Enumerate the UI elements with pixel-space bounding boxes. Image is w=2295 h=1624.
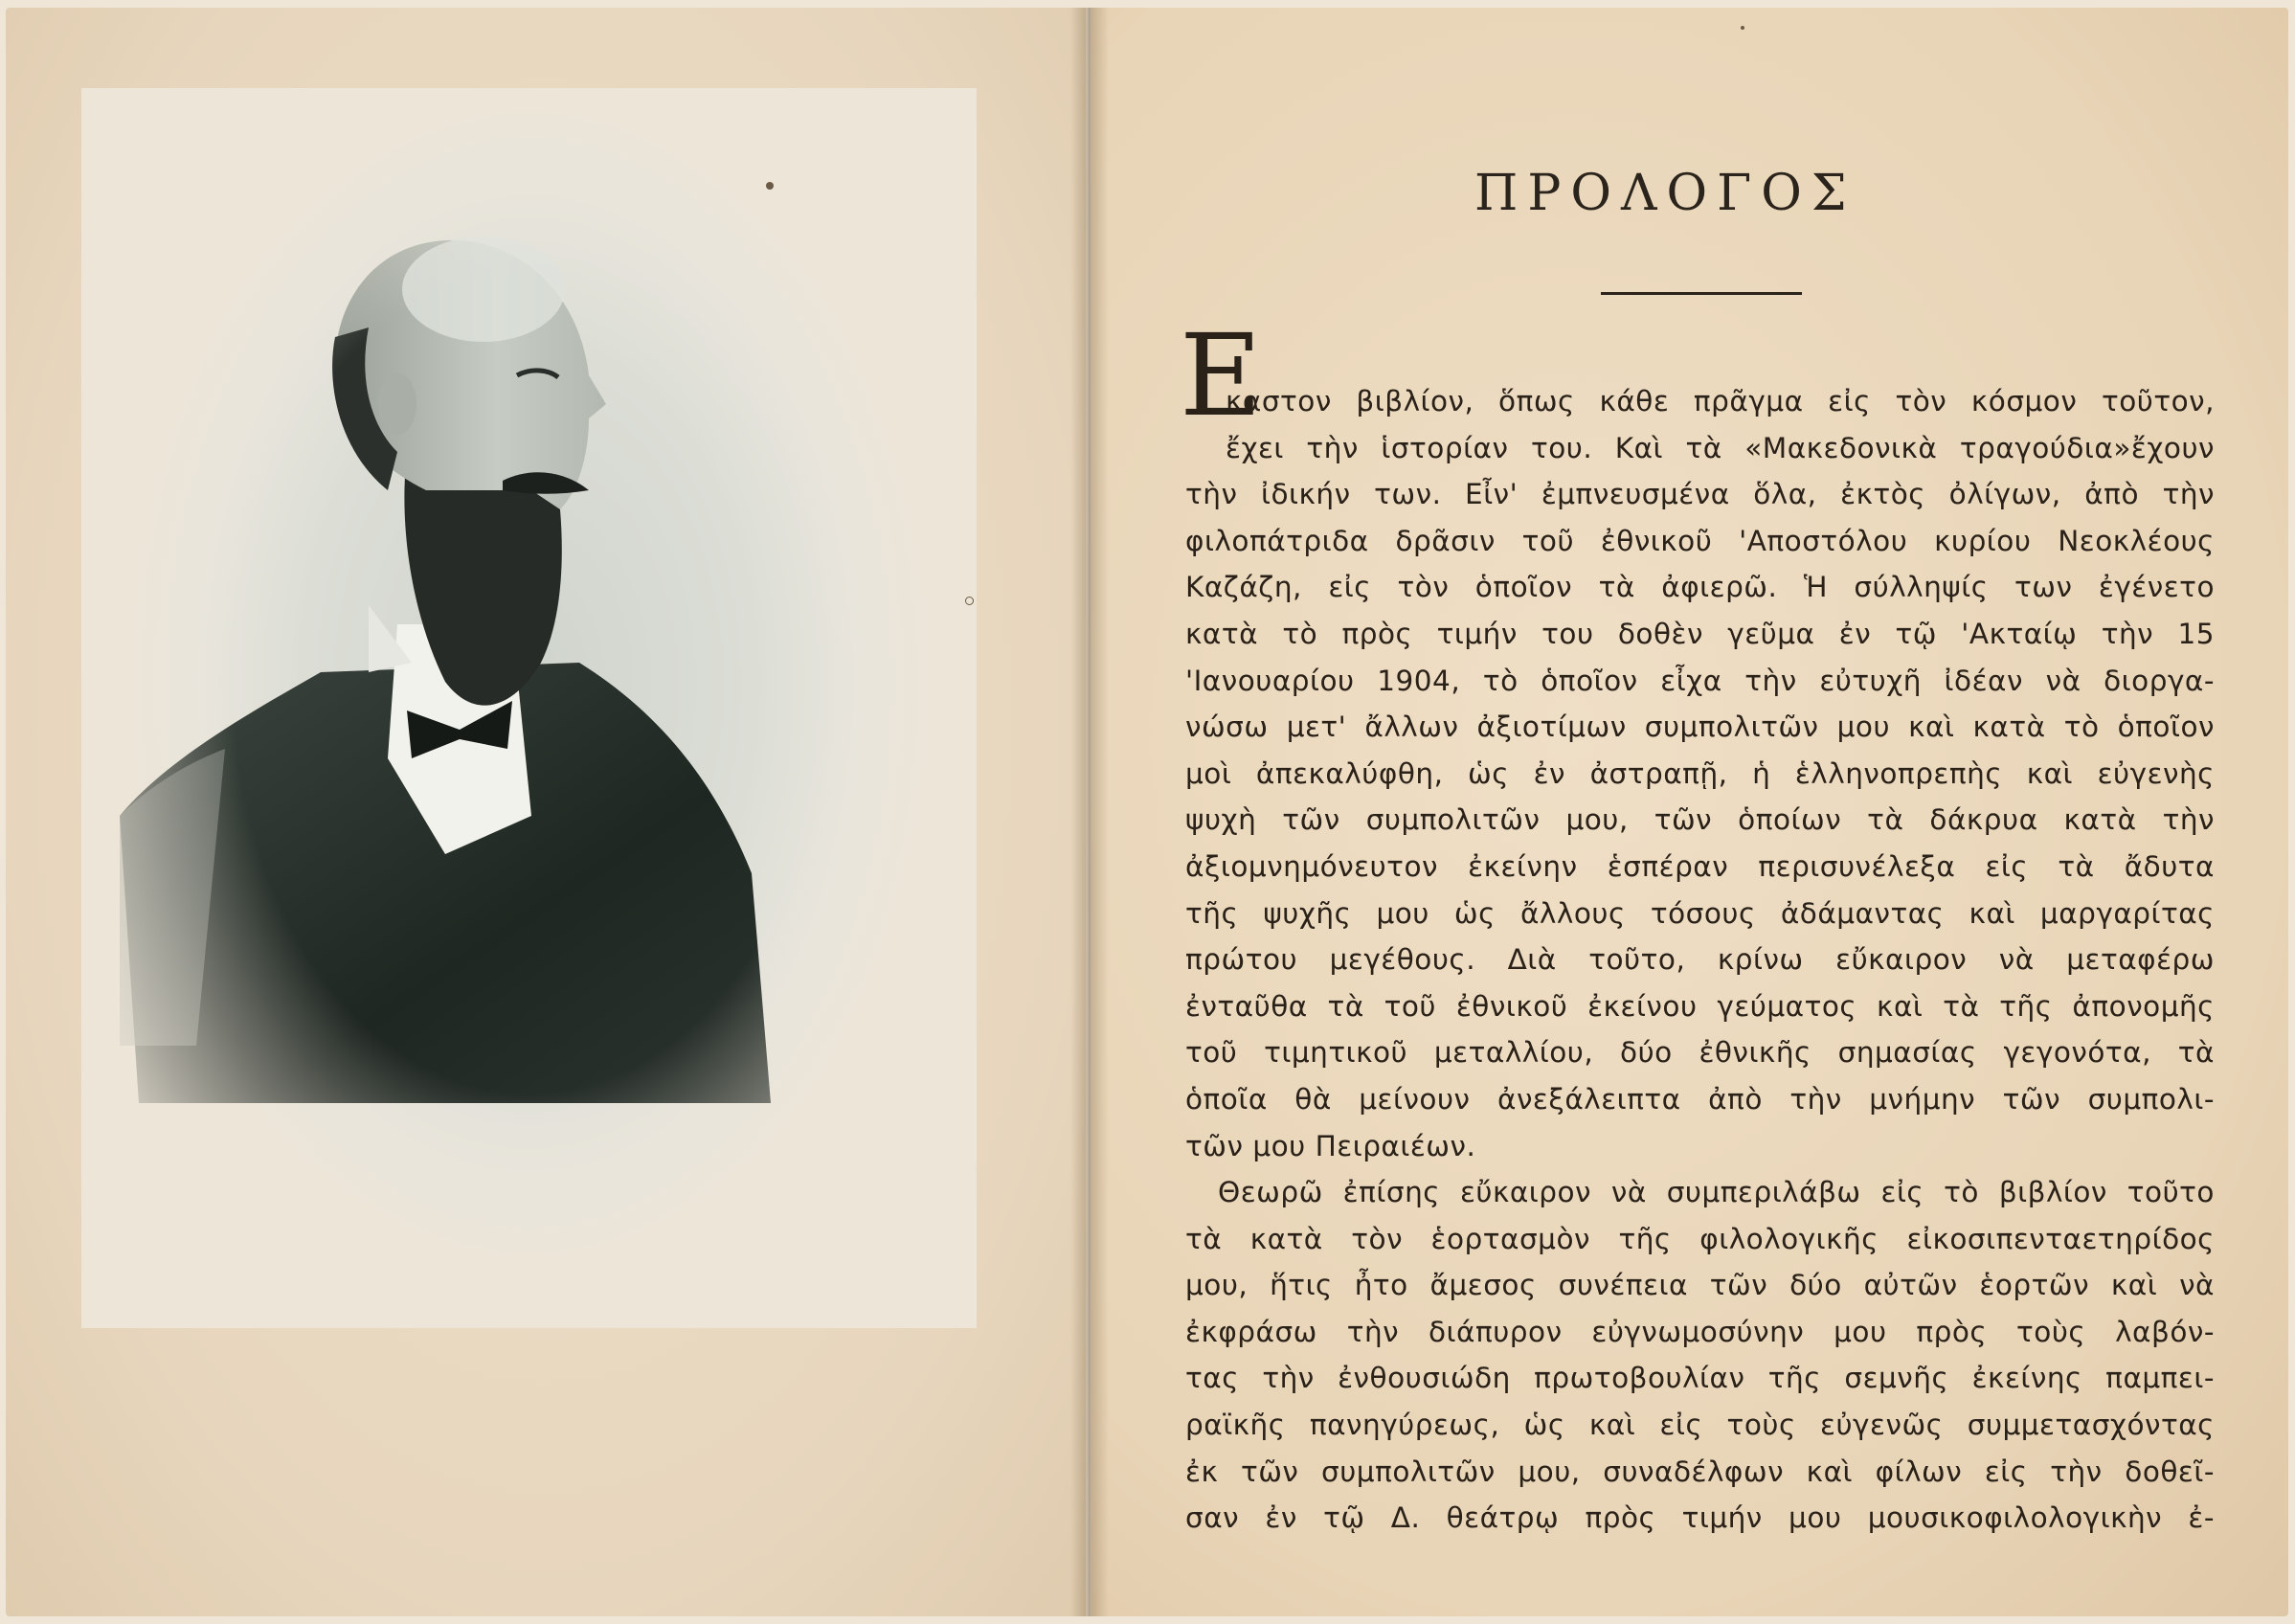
- text-line: κατὰ τὸ πρὸς τιμήν του δοθὲν γεῦμα ἐν τῷ 'Ακταίῳ τὴν 15: [1185, 617, 2215, 650]
- paper-speck: [766, 182, 774, 190]
- text-line: τας τὴν ἐνθουσιώδη πρωτοβουλίαν τῆς σεμνῆς ἐκείνης παμπει-: [1185, 1362, 2215, 1395]
- text-line: τῶν μου Πειραιέων.: [1185, 1129, 1476, 1162]
- title-divider: [1601, 292, 1802, 295]
- text-line: ἔχει τὴν ἱστορίαν του. Καὶ τὰ «Μακεδονικὰ τραγούδια»ἔχουν: [1226, 431, 2215, 464]
- paper-speck: [965, 597, 974, 605]
- book-gutter: [1070, 8, 1109, 1616]
- text-line: μου, ἥτις ἦτο ἄμεσος συνέπεια τῶν δύο αὐτῶν ἑορτῶν καὶ νὰ: [1185, 1269, 2215, 1302]
- text-line: νώσω μετ' ἄλλων ἀξιοτίμων συμπολιτῶν μου καὶ κατὰ τὸ ὁποῖον: [1185, 710, 2215, 744]
- text-line: μοὶ ἀπεκαλύφθη, ὡς ἐν ἀστραπῇ, ἡ ἑλληνοπρεπὴς καὶ εὐγενὴς: [1185, 756, 2215, 790]
- text-line: τὴν ἰδικήν των. Εἶν' ἐμπνευσμένα ὅλα, ἐκτὸς ὀλίγων, ἀπὸ τὴν: [1185, 478, 2215, 511]
- text-line: ψυχὴ τῶν συμπολιτῶν μου, τῶν ὁποίων τὰ δάκρυα κατὰ τὴν: [1185, 803, 2215, 837]
- text-line: ἐκ τῶν συμπολιτῶν μου, συναδέλφων καὶ φίλων εἰς τὴν δοθεῖ-: [1185, 1455, 2215, 1488]
- text-line: ὁποῖα θὰ μείνουν ἀνεξάλειπτα ἀπὸ τὴν μνήμην τῶν συμπολι-: [1185, 1082, 2215, 1116]
- paper-speck: [1741, 26, 1744, 30]
- text-line: ραϊκῆς πανηγύρεως, ὡς καὶ εἰς τοὺς εὐγενῶς συμμετασχόντας: [1185, 1409, 2215, 1442]
- text-line: ἐκφράσω τὴν διάπυρον εὐγνωμοσύνην μου πρὸς τοὺς λαβόν-: [1185, 1315, 2215, 1348]
- prologue-body: [1185, 378, 2215, 1542]
- text-line: σαν ἐν τῷ Δ. θεάτρῳ πρὸς τιμήν μου μουσικοφιλολογικὴν ἐ-: [1185, 1501, 2215, 1535]
- text-line: Καζάζη, εἰς τὸν ὁποῖον τὰ ἀφιερῶ. Ἡ σύλληψίς των ἐγένετο: [1185, 571, 2215, 604]
- text-line: τοῦ τιμητικοῦ μεταλλίου, δύο ἐθνικῆς σημασίας γεγονότα, τὰ: [1185, 1036, 2215, 1070]
- text-line: 'Ιανουαρίου 1904, τὸ ὁποῖον εἶχα τὴν εὐτυχῆ ἰδέαν νὰ διοργα-: [1185, 664, 2215, 697]
- text-line: φιλοπάτριδα δρᾶσιν τοῦ ἐθνικοῦ 'Αποστόλου κυρίου Νεοκλέους: [1185, 524, 2215, 557]
- text-line: πρώτου μεγέθους. Διὰ τοῦτο, κρίνω εὔκαιρον νὰ μεταφέρω: [1185, 943, 2215, 977]
- text-line: Θεωρῶ ἐπίσης εὔκαιρον νὰ συμπεριλάβω εἰς τὸ βιβλίον τοῦτο: [1218, 1176, 2215, 1209]
- text-line: ἀξιομνημόνευτον ἐκείνην ἑσπέραν περισυνέλεξα εἰς τὰ ἄδυτα: [1185, 849, 2215, 883]
- chapter-title: ΠΡΟΛΟΓΟΣ: [1474, 165, 1856, 222]
- portrait-figure: [81, 88, 977, 1328]
- text-line: ἐνταῦθα τὰ τοῦ ἐθνικοῦ ἐκείνου γεύματος καὶ τὰ τῆς ἀπονομῆς: [1185, 989, 2215, 1023]
- text-line: καστον βιβλίον, ὅπως κάθε πρᾶγμα εἰς τὸν κόσμον τοῦτον,: [1226, 385, 2215, 417]
- text-line: τὰ κατὰ τὸν ἑορτασμὸν τῆς φιλολογικῆς εἰκοσιπενταετηρίδος: [1185, 1222, 2215, 1255]
- drop-cap-letter: Ε: [1180, 309, 1263, 441]
- portrait-photo: [81, 88, 977, 1328]
- text-line: τῆς ψυχῆς μου ὡς ἄλλους τόσους ἀδάμαντας καὶ μαργαρίτας: [1185, 896, 2215, 930]
